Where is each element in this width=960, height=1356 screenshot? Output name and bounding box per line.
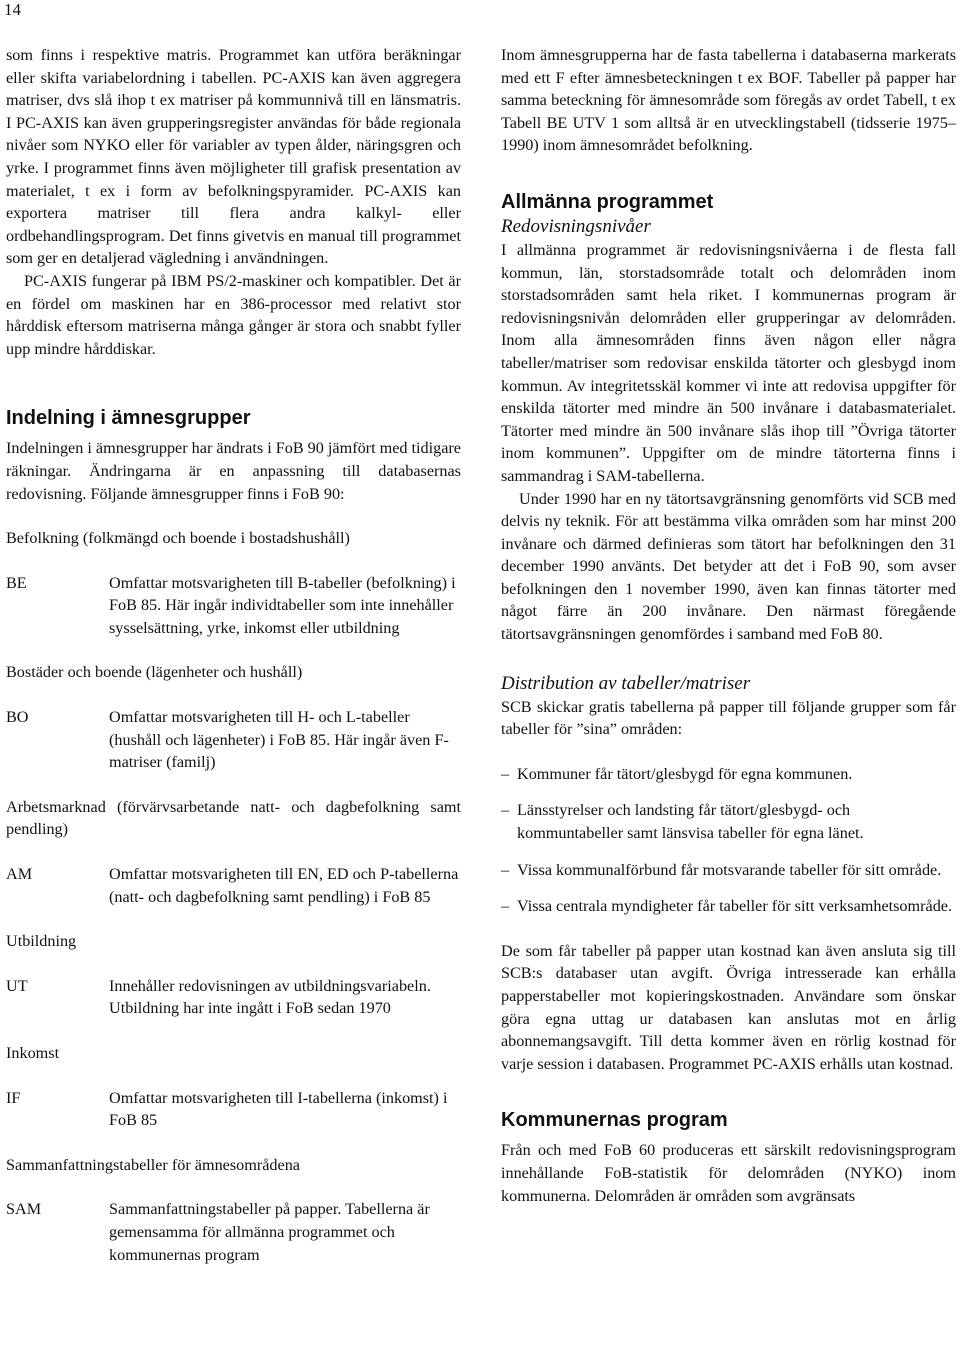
group-code: AM	[6, 865, 33, 884]
list-item	[501, 895, 956, 918]
dash-bullet: –	[501, 764, 510, 783]
group-description: Omfattar motsvarigheten till H- och L-tabeller (hushåll och lägenheter) i FoB 85. Här ingår även F-matriser (familj)	[109, 708, 449, 772]
group-code: UT	[6, 976, 28, 995]
group-code: SAM	[6, 1200, 42, 1219]
group-code-row	[6, 1198, 461, 1266]
section-heading: Indelning i ämnesgrupper	[6, 407, 251, 430]
group-code-row	[6, 863, 461, 908]
group-description: Omfattar motsvarigheten till I-tabellerna (inkomst) i FoB 85	[109, 1088, 448, 1130]
list-item	[501, 763, 956, 786]
group-code-row	[6, 572, 461, 640]
group-title: Utbildning	[6, 932, 77, 951]
group-title: Arbetsmarknad (förvärvsarbetande natt- och dagbefolkning samt pendling)	[6, 797, 461, 839]
paragraph: PC-AXIS fungerar på IBM PS/2-maskiner och kompatibler. Det är en fördel om maskinen har en 386-processor med relativt stor hårddisk eftersom matriserna många gånger är stora och snabbt fyller upp mindre hårddiskar.	[6, 271, 461, 358]
paragraph: De som får tabeller på papper utan kostnad kan även ansluta sig till SCB:s databaser utan avgift. Övriga intresserade kan erhålla papperstabeller mot kopieringskostnaden. Användare som önskar göra egna uttag ur databasen kan anslutas mot en årlig abonnemangsavgift. Till detta kommer även en rörlig kostnad för varje session i databasen. Programmet PC-AXIS erhålls utan kostnad.	[501, 941, 956, 1073]
list-item	[501, 859, 956, 882]
paragraph: Inom ämnesgrupperna har de fasta tabellerna i databaserna markerats med ett F efter ämnesbeteckningen t ex BOF. Tabeller på papper har samma beteckning för ämnesområde som föregås av ordet Tabell, t ex Tabell BE UTV 1 som alltså är en utvecklingstabell (tidsserie 1975–1990) inom ämnesområdet befolkning.	[501, 46, 956, 155]
group-code: IF	[6, 1088, 21, 1107]
paragraph: Från och med FoB 60 produceras ett särskilt redovisningsprogram innehållande FoB-statistik för delområden (NYKO) inom kommunerna. Delområden är områden som avgränsats	[501, 1141, 956, 1205]
group-title: Bostäder och boende (lägenheter och hushåll)	[6, 663, 303, 682]
dash-bullet: –	[501, 860, 510, 879]
list-item	[501, 799, 956, 844]
group-code-row	[6, 1087, 461, 1132]
right-column	[501, 44, 956, 1207]
group-title: Befolkning (folkmängd och boende i bostadshushåll)	[6, 529, 350, 548]
paragraph: som finns i respektive matris. Programmet kan utföra beräkningar eller skifta variabelordning i tabellen. PC-AXIS kan även aggregera matriser, dvs slå ihop t ex matriser på kommunnivå till en länsmatris. I PC-AXIS kan även grupperingsregister användas för både regionala nivåer som NYKO eller för variabler av typen ålder, näringsgren och yrke. I programmet finns även möjligheter till grafisk presentation av materialet, t ex i form av befolkningspyramider. PC-AXIS kan exportera matriser till flera andra kalkyl- eller ordbehandlingsprogram. Det finns givetvis en manual till programmet som ger en detaljerad vägledning i användningen.	[6, 46, 461, 268]
paragraph: I allmänna programmet är redovisningsnivåerna i de flesta fall kommun, län, storstadsområde totalt och delområden inom storstadsområden samt hela riket. I kommunernas program är redovisningsnivån delområden eller grupperingar av delområden. Inom alla ämnesområden finns även någon eller några tabeller/matriser som redovisar enskilda tätorter och glesbygd inom kommun. Av integritetsskäl kommer vi inte att redovisa uppgifter för enskilda tätorter med mindre än 500 invånare i databasmaterialet. Tätorter med mindre än 500 invånare slås ihop till ”Övriga tätorter inom kommunen”. Uppgifter om de mindre tätorterna finns i sammandrag i SAM-tabellerna.	[501, 240, 956, 485]
group-description: Omfattar motsvarigheten till EN, ED och P-tabellerna (natt- och dagbefolkning samt pendling) i FoB 85	[109, 865, 459, 906]
subsection-heading: Distribution av tabeller/matriser	[501, 672, 751, 694]
group-description: Innehåller redovisningen av utbildningsvariabeln. Utbildning har inte ingått i FoB sedan 1970	[109, 976, 431, 1018]
paragraph: Indelningen i ämnesgrupper har ändrats i FoB 90 jämfört med tidigare räkningar. Ändringarna är en anpassning till databasernas redovisning. Följande ämnesgrupper finns i FoB 90:	[6, 439, 461, 503]
group-title: Sammanfattningstabeller för ämnesområdena	[6, 1155, 300, 1174]
list-item-text: Vissa kommunalförbund får motsvarande tabeller för sitt område.	[517, 860, 942, 879]
group-description: Omfattar motsvarigheten till B-tabeller (befolkning) i FoB 85. Här ingår individtabeller som inte innehåller sysselsättning, yrke, inkomst eller utbildning	[109, 573, 456, 637]
group-code-row	[6, 706, 461, 774]
group-code: BE	[6, 573, 27, 592]
left-column	[6, 44, 461, 1266]
group-code: BO	[6, 708, 29, 727]
page-number: 14	[4, 0, 21, 19]
dash-bullet: –	[501, 801, 510, 820]
paragraph: Under 1990 har en ny tätortsavgränsning genomförts vid SCB med delvis ny teknik. För att bestämma vilka områden som har minst 200 invånare och därmed definieras som tätort har befolkningen den 31 december 1990 använts. Det betyder att det i FoB 90, som avser befolkningen den 1 november 1990, även kan finnas tätorter med något färre än 200 invånare. Den närmast föregående tätortsavgränsningen genomfördes i samband med FoB 80.	[501, 489, 956, 644]
group-title: Inkomst	[6, 1044, 60, 1062]
dash-bullet: –	[501, 897, 510, 916]
list-item-text: Länsstyrelser och landsting får tätort/glesbygd- och kommuntabeller samt länsvisa tabeller för egna länet.	[517, 801, 864, 843]
group-code-row	[6, 975, 461, 1020]
section-heading: Kommunernas program	[501, 1109, 728, 1132]
group-description: Sammanfattningstabeller på papper. Tabellerna är gemensamma för allmänna programmet och kommunernas program	[109, 1200, 430, 1264]
list-item-text: Vissa centrala myndigheter får tabeller för sitt verksamhetsområde.	[517, 897, 953, 916]
section-heading: Allmänna programmet	[501, 190, 714, 213]
paragraph: SCB skickar gratis tabellerna på papper till följande grupper som får tabeller för ”sina” områden:	[501, 697, 956, 739]
list-item-text: Kommuner får tätort/glesbygd för egna kommunen.	[517, 764, 853, 783]
subsection-heading: Redovisningsnivåer	[501, 215, 651, 237]
